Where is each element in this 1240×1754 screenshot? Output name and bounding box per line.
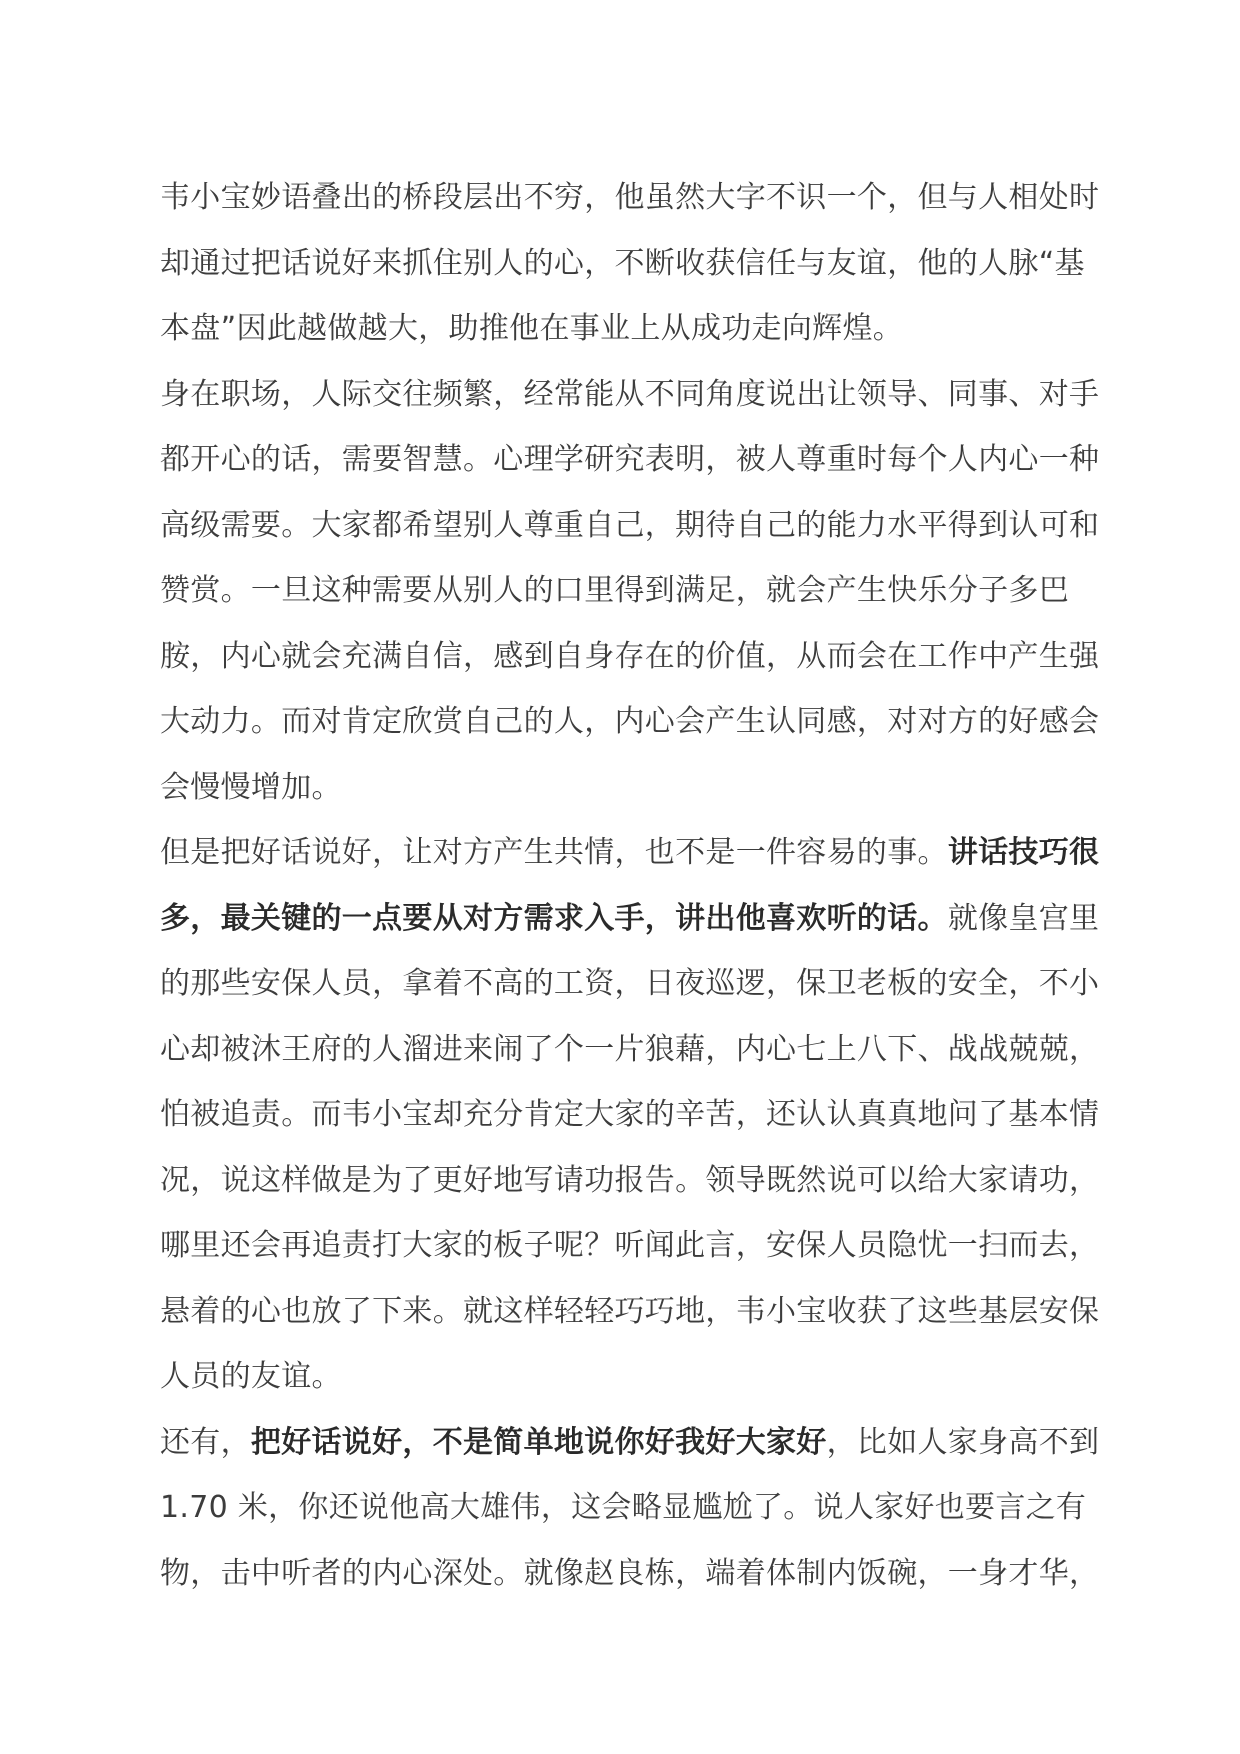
paragraph-3 xyxy=(160,820,1100,1410)
paragraph-4 xyxy=(160,1410,1100,1607)
paragraph-text: ，比如人家身高不到 1.70 米，你还说他高大雄伟，这会略显尴尬了。说人家好也要言之有物，击中听者的内心深处。就像赵良栋，端着体制内饭碗，一身才华， xyxy=(160,1424,1100,1591)
emphasis-text: 把好话说好，不是简单地说你好我好大家好 xyxy=(250,1424,827,1460)
paragraph-text: 但是把好话说好，让对方产生共情，也不是一件容易的事。 xyxy=(160,835,948,870)
emphasis-text: 讲话技巧很多，最关键的一点要从对方需求入手，讲出他喜欢听的话。 xyxy=(160,835,1100,936)
paragraph-text: 还有， xyxy=(160,1424,251,1460)
paragraph-text: 就像皇宫里的那些安保人员，拿着不高的工资，日夜巡逻，保卫老板的安全，不小心却被沐王府的人溜进来闹了个一片狼藉，内心七上八下、战战兢兢，怕被追责。而韦小宝却充分肯定大家的辛苦，还认认真真地问了基本情况，说这样做是为了更好地写请功报告。领导既然说可以给大家请功，哪里还会再追责打大家的板子呢？听闻此言，安保人员隐忧一扫而去，悬着的心也放了下来。就这样轻轻巧巧地，韦小宝收获了这些基层安保人员的友谊。 xyxy=(160,900,1100,1394)
paragraph-text: 身在职场，人际交往频繁，经常能从不同角度说出让领导、同事、对手都开心的话，需要智慧。心理学研究表明，被人尊重时每个人内心一种高级需要。大家都希望别人尊重自己，期待自己的能力水平得到认可和赞赏。一旦这种需要从别人的口里得到满足，就会产生快乐分子多巴胺，内心就会充满自信，感到自身存在的价值，从而会在工作中产生强大动力。而对肯定欣赏自己的人，内心会产生认同感，对对方的好感会会慢慢增加。 xyxy=(160,376,1100,805)
paragraph-1 xyxy=(160,165,1100,362)
paragraph-text: 韦小宝妙语叠出的桥段层出不穷，他虽然大字不识一个，但与人相处时却通过把话说好来抓住别人的心，不断收获信任与友谊，他的人脉“基本盘”因此越做越大，助推他在事业上从成功走向辉煌。 xyxy=(160,180,1100,346)
paragraph-2 xyxy=(160,362,1100,821)
body-text xyxy=(160,165,1100,1606)
